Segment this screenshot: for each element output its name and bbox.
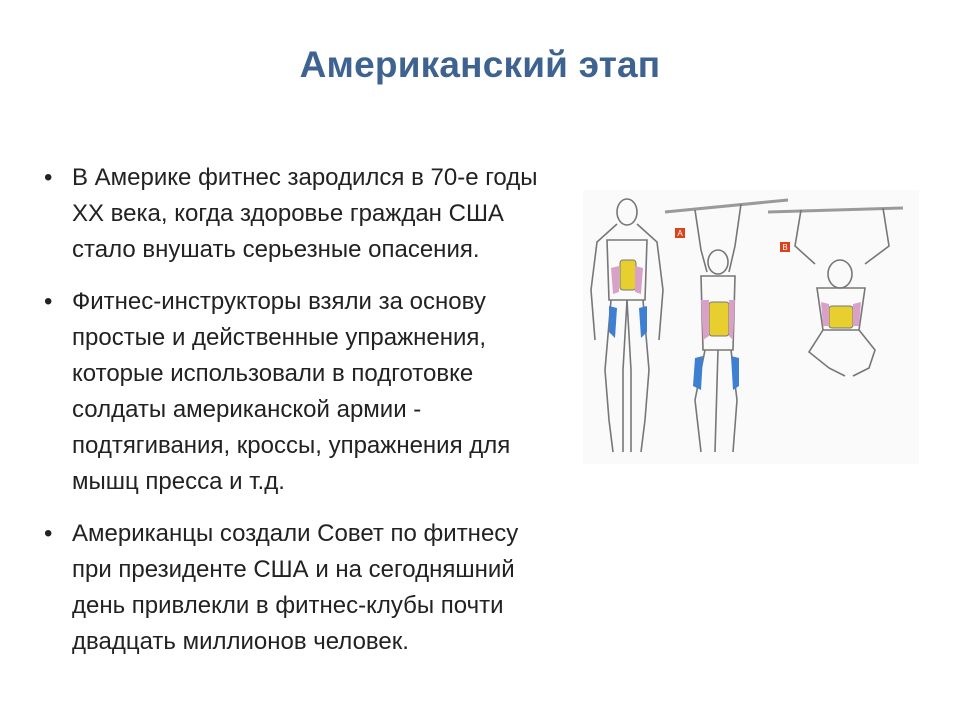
abs-muscle <box>620 260 636 290</box>
pullup-bar-a <box>665 200 788 212</box>
hanging-figure-b <box>795 208 889 376</box>
slide-title: Американский этап <box>299 44 661 85</box>
bullet-icon: • <box>44 520 53 547</box>
exercise-illustration <box>583 190 919 464</box>
bullet-item <box>44 516 564 660</box>
label-b: B <box>782 243 788 252</box>
oblique-muscle <box>635 266 643 294</box>
bullet-item <box>44 284 564 500</box>
abs-muscle <box>829 306 853 328</box>
abs-muscle <box>709 302 729 336</box>
muscle-diagram-svg <box>583 190 919 464</box>
bullet-item <box>44 160 564 268</box>
quad-muscle <box>731 356 739 390</box>
bullet-text: Фитнес-инструкторы взяли за основу простые и действенные упражнения, которые использовали в подготовке солдаты американской армии - подтягивания, кроссы, упражнения для мышц пресса и т.д. <box>72 288 511 495</box>
bullet-list <box>44 160 564 676</box>
bullet-icon: • <box>44 164 53 191</box>
bullet-text: Американцы создали Совет по фитнесу при президенте США и на сегодняшний день привлекли в фитнес-клубы почти двадцать миллионов человек. <box>72 520 519 655</box>
bullet-icon: • <box>44 288 53 315</box>
bullet-text: В Америке фитнес зародился в 70-е годы XX века, когда здоровье граждан США стало внушать серьезные опасения. <box>72 164 538 263</box>
label-a: A <box>677 229 683 238</box>
oblique-muscle <box>611 266 619 294</box>
quad-muscle <box>639 306 647 338</box>
standing-figure <box>591 199 663 452</box>
quad-muscle <box>609 306 617 338</box>
quad-muscle <box>693 356 703 390</box>
